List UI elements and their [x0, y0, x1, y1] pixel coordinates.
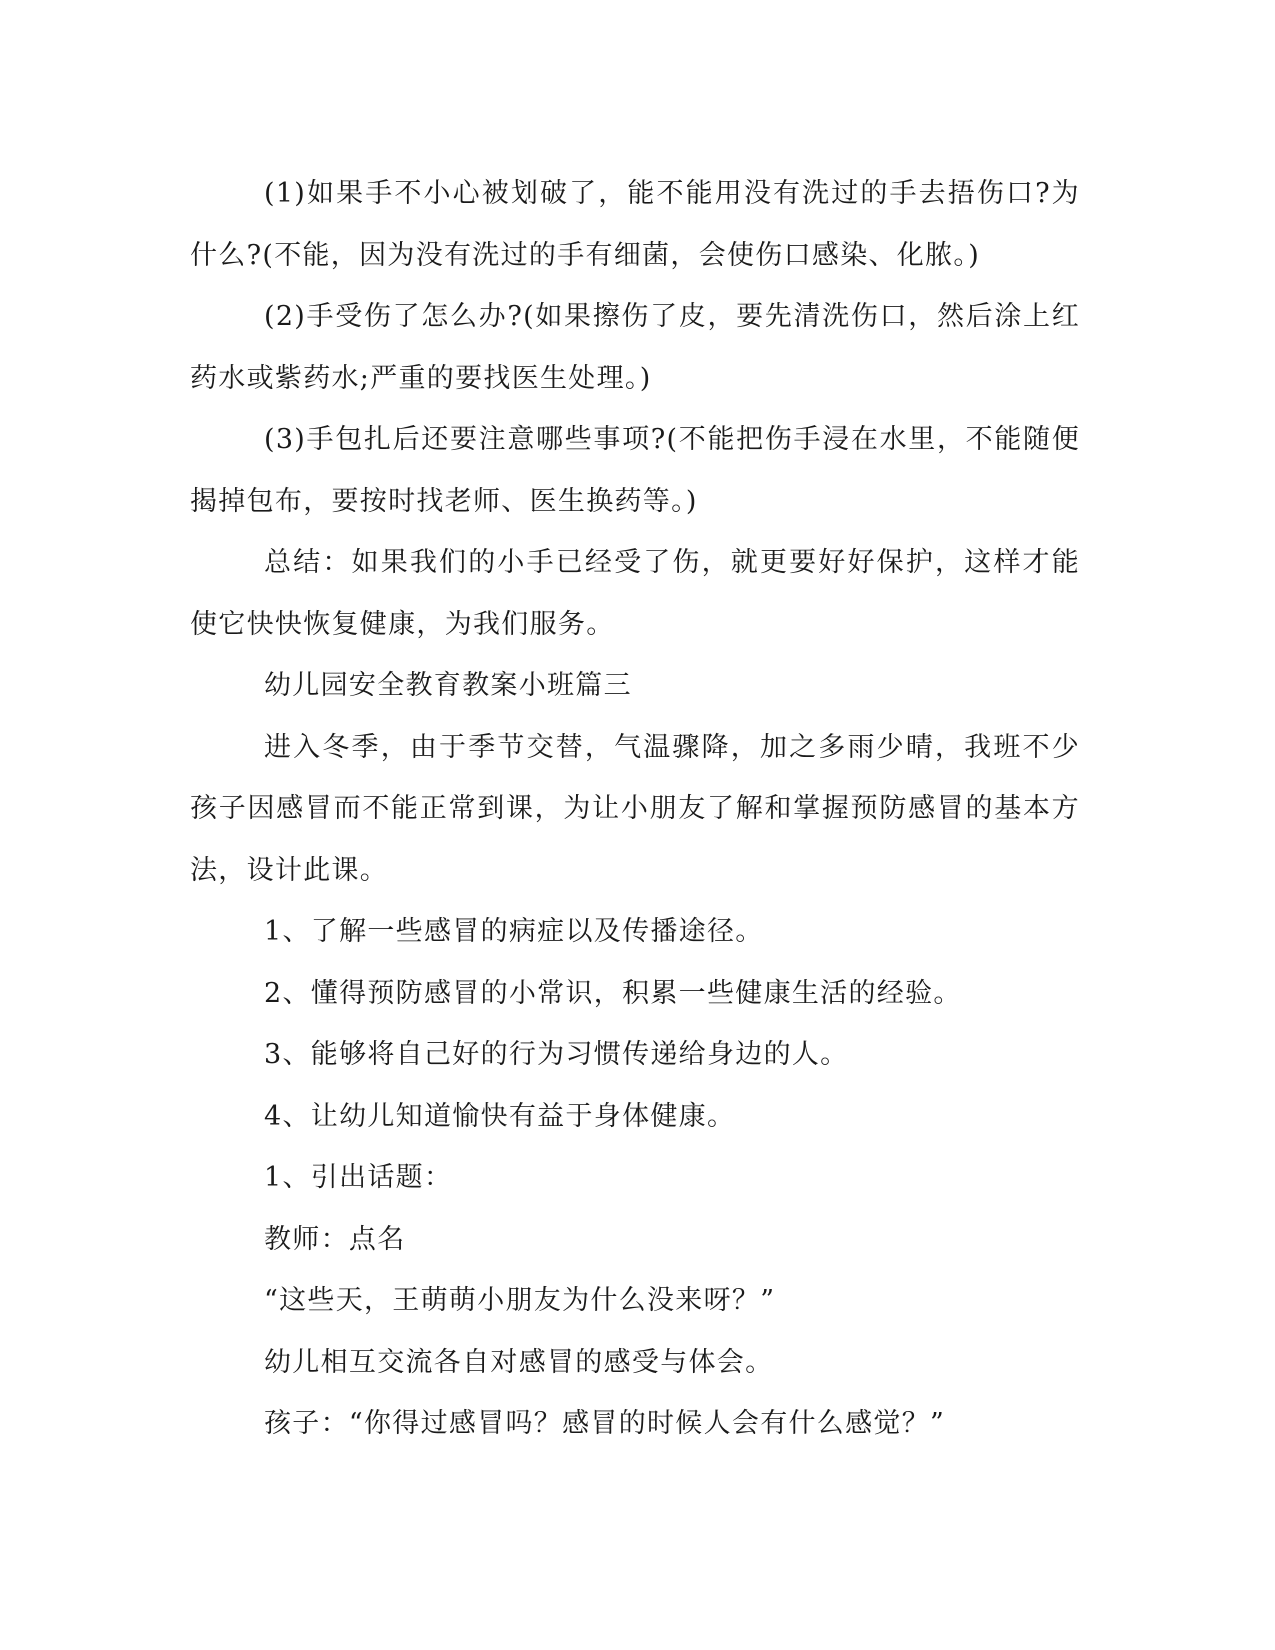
goal-item-4: 4、让幼儿知道愉快有益于身体健康。: [264, 1100, 736, 1132]
paragraph-summary: 总结：如果我们的小手已经受了伤，就更要好好保护，这样才能使它快快恢复健康，为我们服务。: [190, 547, 1080, 640]
child-quote: 孩子：“你得过感冒吗？感冒的时候人会有什么感觉？”: [264, 1408, 946, 1439]
goal-item-2: 2、懂得预防感冒的小常识，积累一些健康生活的经验。: [264, 977, 962, 1009]
step-heading-1: 1、引出话题：: [264, 1162, 453, 1193]
goal-item-1: 1、了解一些感冒的病症以及传播途径。: [264, 916, 764, 947]
teacher-quote: “这些天，王萌萌小朋友为什么没来呀？”: [264, 1285, 776, 1316]
paragraph-question-1: (1)如果手不小心被划破了，能不能用没有洗过的手去捂伤口?为什么?(不能，因为没有洗过的手有细菌，会使伤口感染、化脓。): [190, 178, 1080, 271]
children-discussion: 幼儿相互交流各自对感冒的感受与体会。: [264, 1346, 774, 1378]
goal-item-3: 3、能够将自己好的行为习惯传递给身边的人。: [264, 1039, 849, 1070]
paragraph-question-2: (2)手受伤了怎么办?(如果擦伤了皮，要先清洗伤口，然后涂上红药水或紫药水;严重的要找医生处理。): [190, 301, 1080, 394]
paragraph-question-3: (3)手包扎后还要注意哪些事项?(不能把伤手浸在水里，不能随便揭掉包布，要按时找老师、医生换药等。): [190, 424, 1080, 517]
document-body: [190, 163, 1080, 1455]
teacher-line: 教师：点名: [264, 1223, 406, 1255]
section-heading: 幼儿园安全教育教案小班篇三: [264, 670, 632, 701]
paragraph-intro: 进入冬季，由于季节交替，气温骤降，加之多雨少晴，我班不少孩子因感冒而不能正常到课，为让小朋友了解和掌握预防感冒的基本方法，设计此课。: [190, 731, 1080, 886]
